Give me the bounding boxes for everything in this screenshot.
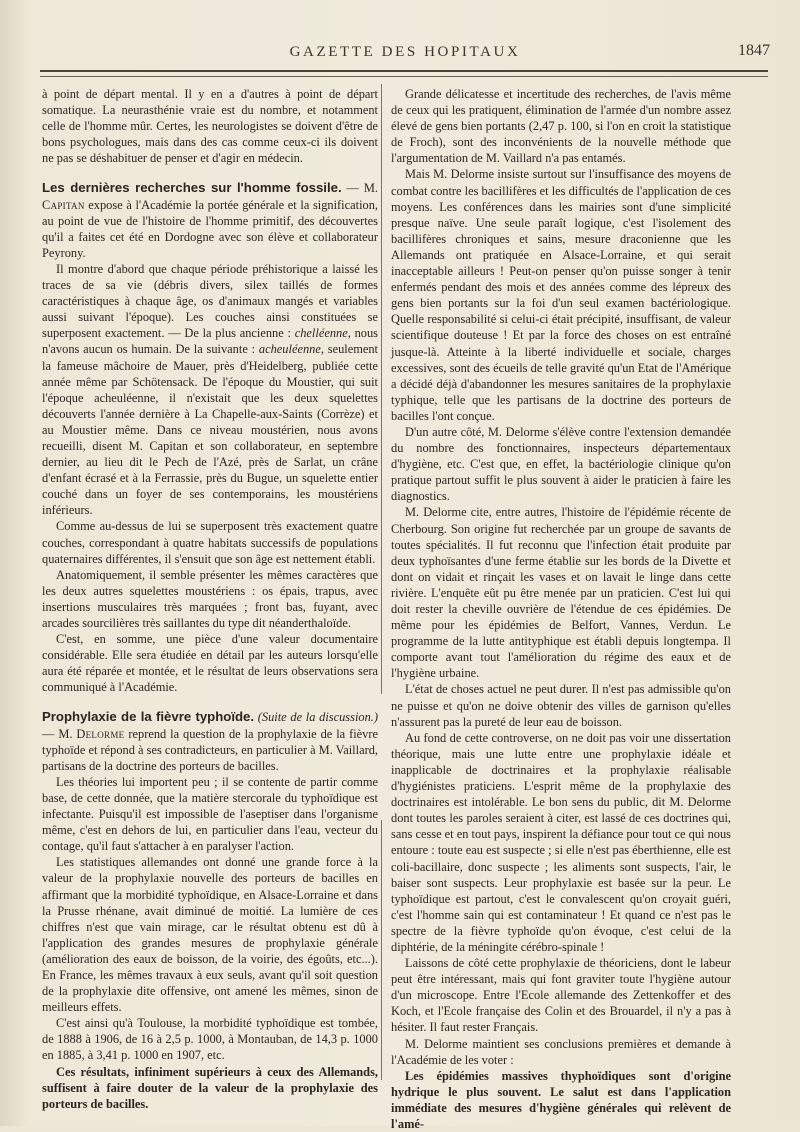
fossil-man-paragraph-3: Comme au-dessus de lui se superposent très exactement quatre couches, correspondant à quatre habitats successifs de populations quaternaires différentes, il s'ensuit que son âge est nettement établi. (42, 519, 378, 566)
page-header (40, 40, 770, 66)
header-rule (40, 70, 768, 72)
right-column (391, 86, 731, 1132)
fossil-man-paragraph-5: C'est, en somme, une pièce d'une valeur documentaire considérable. Elle sera étudiée en détail par les auteurs lorsqu'elle aura été réparée et montée, et le résultat de leurs observations sera communiqué à l'Académie. (42, 632, 378, 695)
right-paragraph-9: Les épidémies massives thyphoïdiques sont d'origine hydrique le plus souvent. Le salut est dans l'application immédiate des mesures d'hygiène générales qui relèvent de l'amé- (391, 1068, 731, 1131)
right-paragraph-1: Grande délicatesse et incertitude des recherches, de l'avis même de ceux qui les pratiquent, élimination de l'armée d'un nombre assez élevé de gens bien portants (2,47 p. 100, si l'on en croit la statistique de Froch), sont des inconvénients de la nouvelle méthode que l'argumentation de M. Vaillard n'a pas entamés. (391, 87, 731, 166)
right-paragraph-8: M. Delorme maintient ses conclusions premières et demande à l'Académie de les voter : (391, 1036, 731, 1067)
intro-paragraph: à point de départ mental. Il y en a d'autres à point de départ somatique. La neurasthénie vraie est du nombre, et notamment celle de l'homme mûr. Certes, les neurologistes se doivent d'être de bons psychologues, mais dans des cas comme ceux-ci ils doivent ne pas se déshabituer de penser et d'agir en médecin. (42, 87, 378, 166)
lead-dash: — M. (42, 726, 77, 741)
fossil-man-lead-paragraph (42, 180, 378, 260)
typhoid-paragraph-4: C'est ainsi qu'à Toulouse, la morbidité typhoïdique est tombée, de 1888 à 1906, de 16 à 2,5 p. 1000, à Montauban, de 14,3 p. 1000 en 1885, à 3,41 p. 1000 en 1907, etc. (42, 1016, 378, 1063)
right-paragraph-4: M. Delorme cite, entre autres, l'histoire de l'épidémie récente de Cherbourg. Son origine fut recherchée par un groupe de savants de toutes spécialités. Il fut reconnu que l'infection était produite par deux typhoïsantes d'une ferme établie sur les bords de la Divette et dont on vidait et rinçait les vases et on lavait le linge dans cette rivière. L'enquête eût pu être menée par un praticien. C'est lui qui doit rester la cheville ouvrière de l'étendue de ces épidémies. De même pour les épidémies de Belfort, Vannes, Verdun. Le programme de la lutte antityphique est établi depuis longtempa. Il comporte avant tout l'amélioration du régime des eaux et de l'hygiène urbaine. (391, 505, 731, 681)
column-divider (381, 84, 382, 694)
text-segment: Il montre d'abord que chaque période préhistorique a laissé les traces de sa vie (débris divers, silex taillés de formes caractéristiques à chaque âge, os d'animaux mangés et variables aussi suivant l'époque). Les couches ainsi constituées se superposent exactement. — De la plus ancienne : (42, 261, 378, 341)
section-title-fossil-man: Les dernières recherches sur l'homme fossile. (42, 180, 342, 196)
typhoid-paragraph-3: Les statistiques allemandes ont donné une grande force à la valeur de la prophylaxie nouvelle des porteurs de bacilles en affirmant que la morbidité typhoïdique, en Alsace-Lorraine et dans la Prusse rhénane, avait diminué de moitié. La lumière de ces chiffres n'est que vain mirage, car le résultat obtenu est dû à l'application des grandes mesures de prophylaxie générale (amélioration des eaux de boisson, de la voirie, des égoûts, etc...). En France, les mêmes travaux à eux seuls, avant qu'il soit question de la prophylaxie dite offensive, ont amené les mêmes, sinon de meilleurs effets. (42, 855, 378, 1015)
column-divider-lower (381, 820, 382, 1080)
typhoid-paragraph-5: Ces résultats, infiniment supérieurs à ceux des Allemands, suffisent à faire douter de la valeur de la prophylaxie des porteurs de bacilles. (42, 1064, 378, 1111)
page-number: 1847 (738, 42, 770, 59)
section-title-typhoid: Prophylaxie de la fièvre typhoïde. (42, 709, 255, 725)
right-paragraph-7: Laissons de côté cette prophylaxie de théoriciens, dont le labeur peut être intéressant, mais qui font graviter toute l'hygiène autour d'un microscope. Entre l'Ecole allemande des Zettenkoffer et des Koch, et l'Ecole française des Colin et des Brouardel, il n'y a pas à hésiter. Il faut rester Français. (391, 956, 731, 1035)
header-rule-thin (40, 76, 768, 77)
left-column (42, 86, 378, 1112)
term-chelleenne: chelléenne (294, 326, 348, 341)
journal-title: GAZETTE DES HOPITAUX (289, 44, 521, 60)
section-subtitle: (Suite de la discussion.) (254, 710, 378, 725)
lead-text: expose à l'Académie la portée générale et la signification, au point de vue de l'histoire de l'homme primitif, des découvertes qu'il a faites cet été en Dordogne avec son élève et collaborateur Peyrony. (42, 197, 378, 260)
right-paragraph-2: Mais M. Delorme insiste surtout sur l'insuffisance des moyens de combat contre les bacillifères et les difficultés de l'application de ces moyens. Les conférences dans les mairies sont d'une simplicité presque naïve. Une seule paraît logique, c'est l'isolement des bacillifères chroniques et sains, mesure draconienne que les Allemands ont pratiquée en Alsace-Lorraine, et qui serait inacceptable ailleurs ! Peut-on penser qu'on puisse songer à tenir enfermés pendant des mois et des années comme des lépreux des gens bien portants sur la foi d'un seul examen bactériologique. Quelle responsabilité si celui-ci était précipité, insuffisant, de valeur scientifique douteuse ! Et par la force des choses on est entraîné jusque-là. Atteinte à la liberté individuelle et sociale, charges excessives, sont des écueils de telle gravité qu'un Etat de l'Amérique a décidé déjà d'abandonner les mesures sanitaires de la prophylaxie typhique, telle que les partisans de la doctrine des porteurs de bacilles l'ont conçue. (391, 167, 731, 423)
right-paragraph-6: Au fond de cette controverse, on ne doit pas voir une dissertation théorique, mais une lutte entre une prophylaxie idéale et inapplicable de doctrinaires et la prophylaxie réalisable d'hygiénistes praticiens. L'esprit même de la prophylaxie des doctrinaires est intolérable. Le bon sens du public, dit M. Delorme dont toutes les paroles seraient à citer, est lassé de ces doctrines qui, sans cesse et en tout pays, inspirent la défiance pour tout ce qui nous entoure : toute eau est suspecte ; si elle n'est pas éberthienne, elle est coli-bacillaire, donc suspecte ; les aliments sont suspects, l'air, le baiser sont suspects. Leur prophylaxie est basée sur la peur. Le typhoïdique est partout, c'est le convalescent qu'on croyait guéri, c'est l'homme sain qui est contaminateur ! Et quand ce n'est pas le spectre de la fièvre typhoïde qu'on évoque, c'est celui de la diphtérie, de la méningite cérébro-spinale ! (391, 730, 731, 954)
lead-text: reprend la question de la prophylaxie de la fièvre typhoïde et répond à ses contradicteurs, en particulier à M. Vaillard, partisans de la doctrine des porteurs de bacilles. (42, 726, 378, 773)
typhoid-lead-paragraph (42, 709, 378, 773)
text-segment: , seulement la fameuse mâchoire de Mauer, près d'Heidelberg, publiée cette année même par Schötensack. De l'époque du Moustier, qui suit l'époque acheuléenne, il n'existait que les deux squelettes découverts l'année dernière à La Chapelle-aux-Saints (Corrèze) et au Moustier même. Dans ce niveau moustérien, nous avons recueilli, disent M. Capitan et son collaborateur, en septembre dernier, au lieu dit le Pech de l'Azé, près de Sarlat, un crâne d'enfant écrasé et à la Ferrassie, près du Bugue, un squelette entier couché dans un foyer de ses contemporains, les moustériens inférieurs. (42, 342, 378, 518)
fossil-man-paragraph-4: Anatomiquement, il semble présenter les mêmes caractères que les deux autres squelettes moustériens : os épais, trapus, avec insertions musculaires très marquées ; front bas, fuyant, avec arcades sourcilières très saillantes du type dit néanderthaloïde. (42, 567, 378, 630)
text-segment: , nous n'avons aucun os humain. De la suivante : (42, 326, 378, 357)
right-paragraph-5: L'état de choses actuel ne peut durer. Il n'est pas admissible qu'on ne puisse et qu'on ne doive obtenir des villes de garnison qu'elles n'assurent pas la pureté de leur eau de boisson. (391, 682, 731, 729)
author-name-delorme: Delorme (76, 726, 125, 741)
author-name-capitan: Capitan (42, 197, 85, 212)
fossil-man-paragraph-2 (42, 261, 378, 519)
typhoid-paragraph-2: Les théories lui importent peu ; il se contente de partir comme base, de cette donnée, que la matière stercorale du typhoïdique est infectante. Puisqu'il est impossible de l'aseptiser dans l'organisme même, c'est en dehors de lui, en particulier dans l'eau, vecteur du contage, qu'il faut s'attacher à en paralyser l'action. (42, 774, 378, 854)
lead-dash: — M. (341, 181, 378, 196)
term-acheuleenne: acheuléenne (258, 342, 321, 357)
right-paragraph-3: D'un autre côté, M. Delorme s'élève contre l'extension demandée du nombre des fonctionnaires, inspecteurs départementaux d'hygiène, etc. C'est que, en effet, la bactériologie clinique qu'on pratique partout suffit le plus souvent à aider le praticien à faire les diagnostics. (391, 424, 731, 504)
